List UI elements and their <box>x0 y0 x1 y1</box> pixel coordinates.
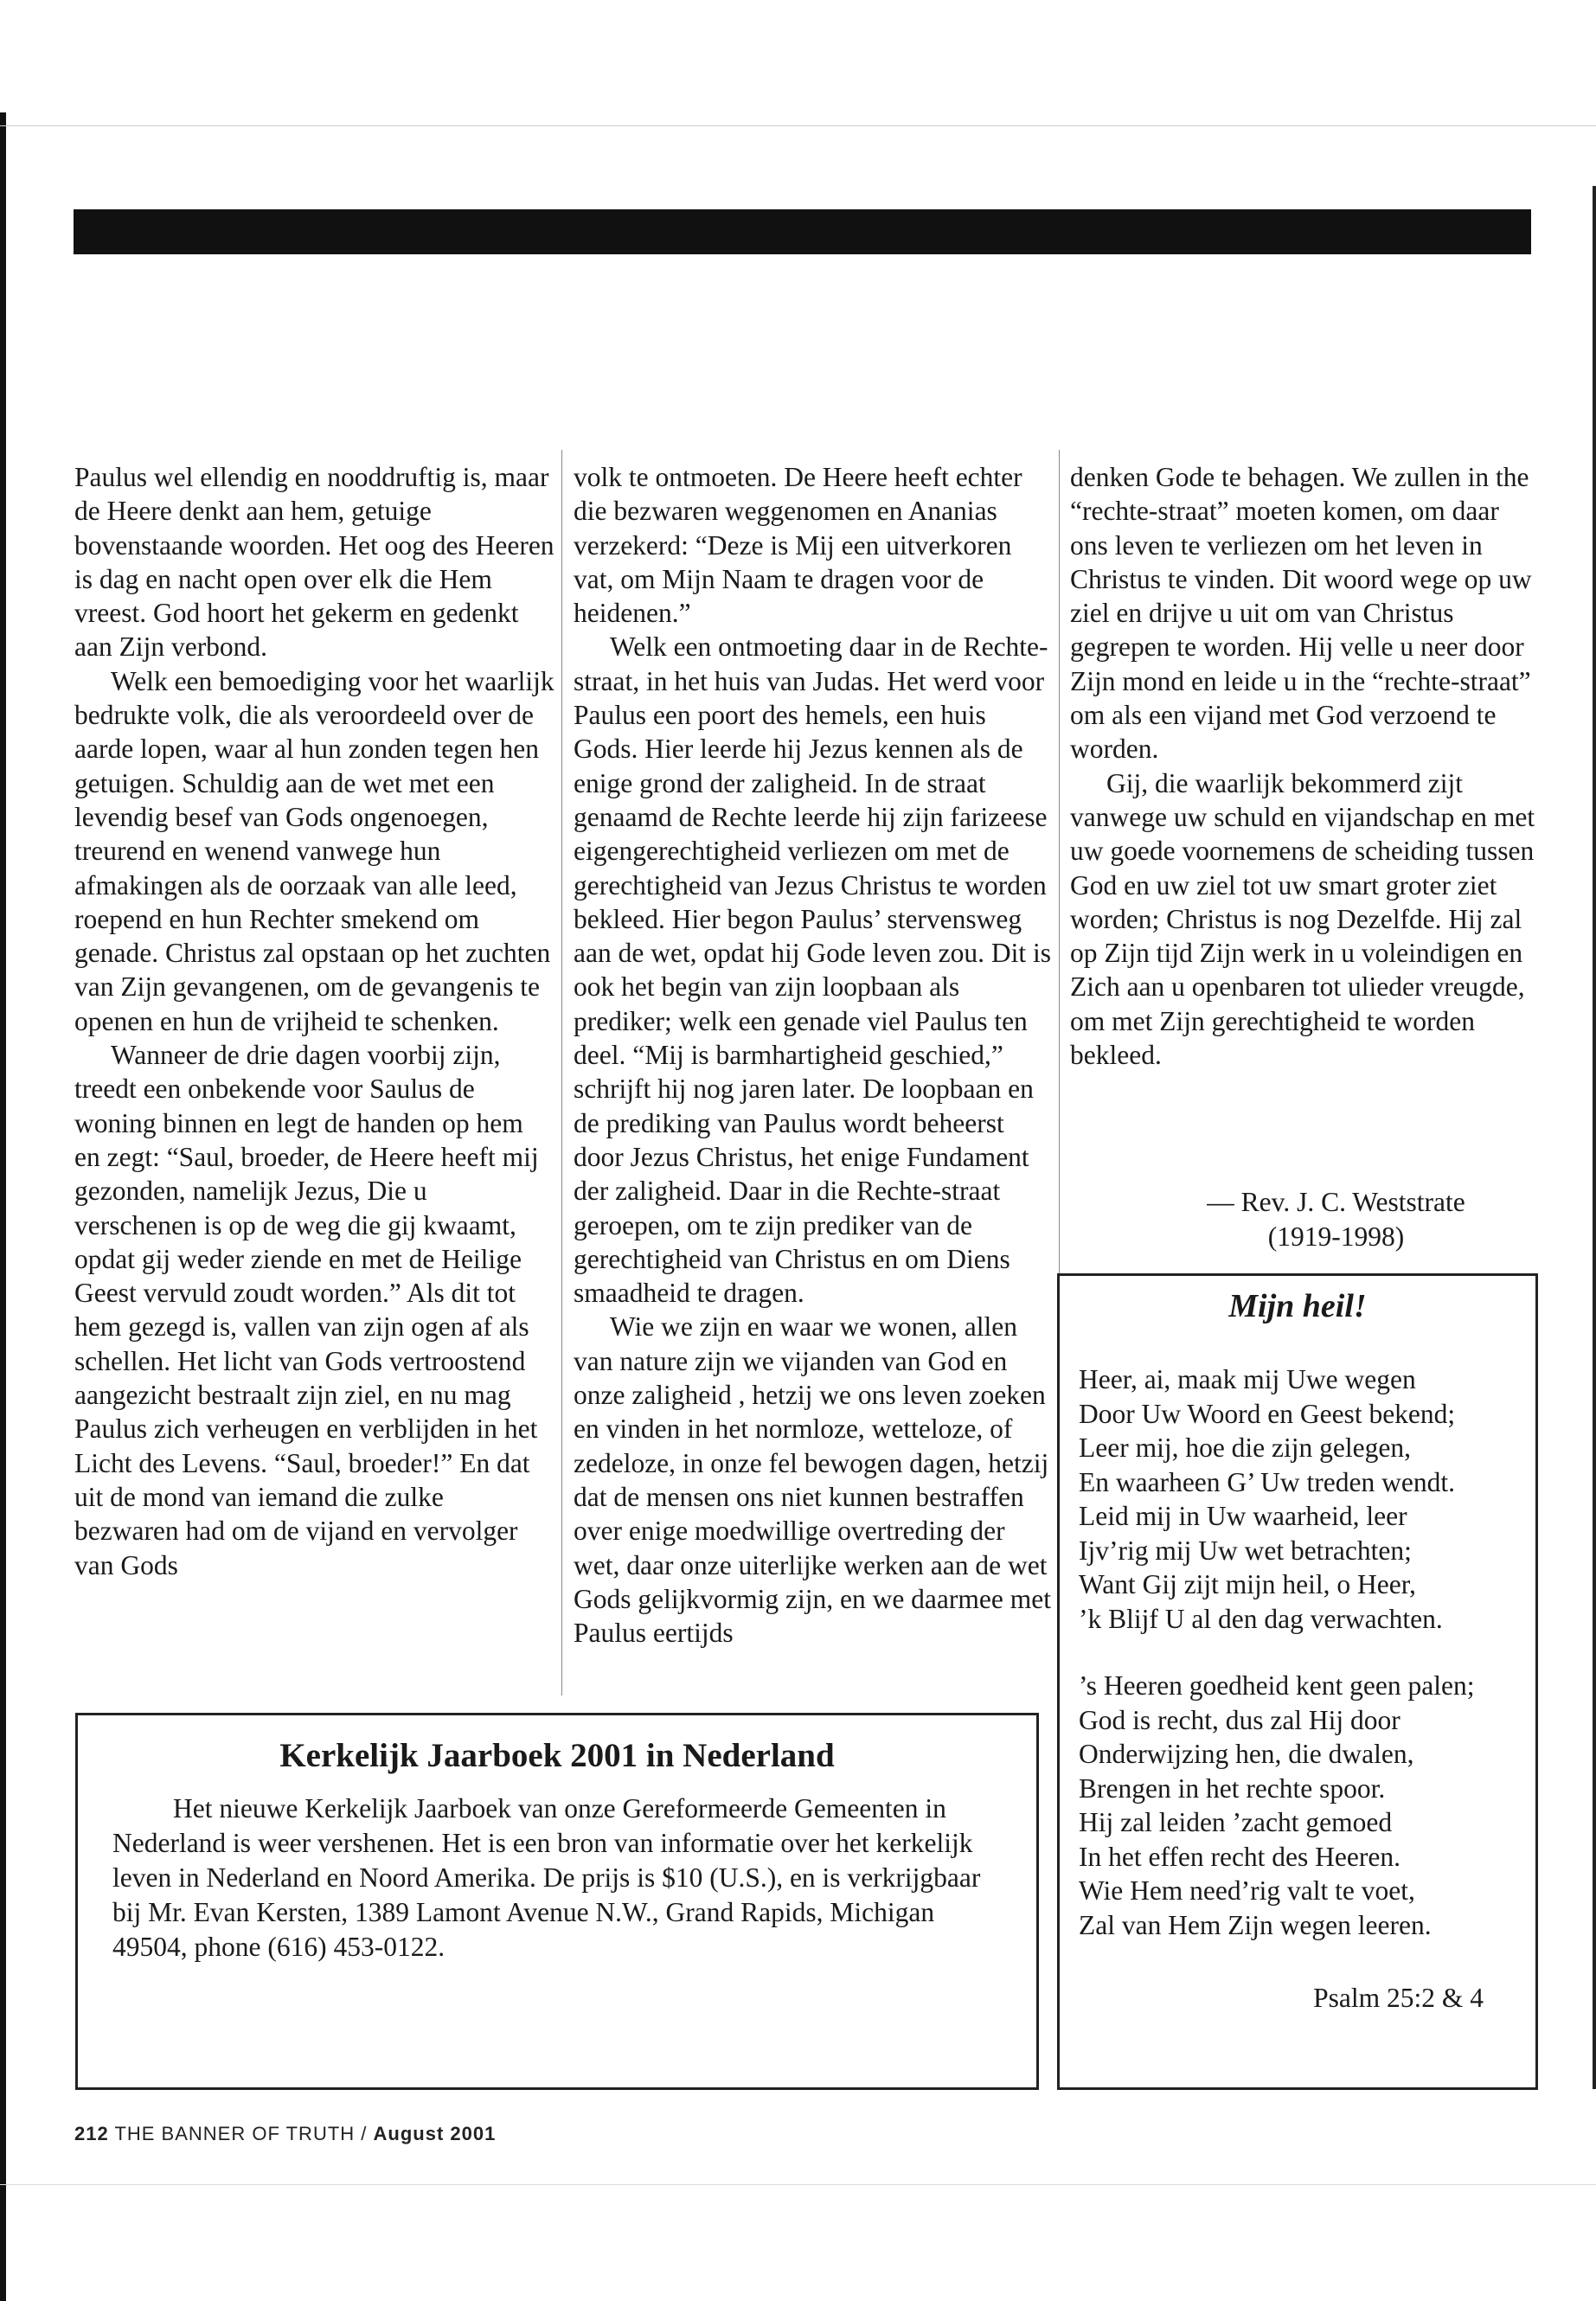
paragraph: Welk een ontmoeting daar in de Rechte-straat, in het huis van Judas. Het werd voor Paulus een poort des hemels, een huis Gods. Hier leerde hij Jezus kennen als de enige grond der zaligheid. In de straat genaamd de Rechte leerde hij zijn farizeese eigengerechtigheid verliezen om met de gerechtigheid van Jezus Christus te worden bekleed. Hier begon Paulus’ stervensweg aan de wet, opdat hij Gode leven zou. Dit is ook het begin van zijn loopbaan als prediker; welk een genade viel Paulus ten deel. “Mij is barmhartigheid geschied,” schrijft hij nog jaren later. De loopbaan en de prediking van Paulus wordt beheerst door Jezus Christus, het enige Fundament der zaligheid. Daar in die Rechte-straat geroepen, om te zijn prediker van de gerechtigheid van Christus en om Diens smaadheid te dragen. <box>574 631 1051 1309</box>
poem-line: ’k Blijf U al den dag verwachten. <box>1079 1603 1443 1634</box>
paragraph: Gij, die waarlijk bekommerd zijt vanwege uw schuld en vijandschap en met uw goede voornemens de scheiding tussen God en uw ziel tot uw smart groter ziet worden; Christus is nog Dezelfde. Hij zal op Zijn tijd Zijn werk in u voleindigen en Zich aan u openbaren tot ulieder vreugde, om met Zijn gerechtigheid te worden bekleed. <box>1070 767 1535 1071</box>
poem-line: Brengen in het rechte spoor. <box>1079 1772 1386 1804</box>
top-rule <box>0 125 1596 126</box>
poem-line: Want Gij zijt mijn heil, o Heer, <box>1079 1569 1416 1599</box>
paragraph: Paulus wel ellendig en nooddruftig is, maar de Heere denkt aan hem, getuige bovenstaande woorden. Het oog des Heeren is dag en nacht open over elk die Hem vreest. God hoort het gekerm en gedenkt aan Zijn verbond. <box>74 462 554 663</box>
page-number: 212 <box>74 2123 109 2144</box>
publication-name: THE BANNER OF TRUTH <box>114 2123 356 2144</box>
poem-line: Wie Hem need’rig valt te voet, <box>1079 1875 1415 1906</box>
page-footer <box>74 2123 496 2145</box>
poem-line: Hij zal leiden ’zacht gemoed <box>1079 1807 1393 1837</box>
paragraph: denken Gode te behagen. We zullen in the “rechte-straat” moeten komen, om daar ons leven te verliezen om het leven in Christus te vinden. Dit woord wege op uw ziel en drijve u uit om van Christus gegrepen te worden. Hij velle u neer door Zijn mond en leide u in the “rechte-straat” om als een vijand met God verzoend te worden. <box>1070 462 1532 765</box>
author-signature: — Rev. J. C. Weststrate <box>1207 1187 1465 1217</box>
poem-line: In het effen recht des Heeren. <box>1079 1841 1401 1872</box>
scan-right-edge <box>1593 186 1596 2089</box>
stanza-gap <box>1079 1636 1520 1669</box>
paragraph: Wie we zijn en waar we wonen, allen van nature zijn we vijanden van God en onze zaligheid , hetzij we ons leven zoeken en vinden in het normloze, wetteloze, of zedeloze, in onze fel bewogen dagen, hetzij dat de mensen ons niet kunnen bestraffen over enige moedwillige overtreding der wet, daar onze uiterlijke werken aan de wet Gods gelijkvormig zijn, en we daarmee met Paulus eertijds <box>574 1311 1051 1649</box>
author-years: (1919-1998) <box>1267 1221 1405 1252</box>
paragraph: volk te ontmoeten. De Heere heeft echter die bezwaren weggenomen en Ananias verzekerd: “Deze is Mij een uitverkoren vat, om Mijn Naam te dragen voor de heidenen.” <box>574 462 1022 629</box>
column-2 <box>574 460 1054 1650</box>
poem-line: Zal van Hem Zijn wegen leeren. <box>1079 1909 1432 1940</box>
column-divider <box>561 450 562 1695</box>
bottom-rule <box>0 2184 1596 2185</box>
notice-body <box>112 1791 1012 1965</box>
poem-lines <box>1079 1362 1520 1942</box>
scan-left-edge <box>0 112 6 2301</box>
issue-date: August 2001 <box>373 2123 497 2144</box>
poem-box <box>1057 1273 1538 2090</box>
paragraph: Wanneer de drie dagen voorbij zijn, treedt een onbekende voor Saulus de woning binnen en legt de handen op hem en zegt: “Saul, broeder, de Heere heeft mij gezonden, namelijk Jezus, Die u verschenen is op de weg die gij kwaamt, opdat gij weder ziende en met de Heilige Geest vervuld zoudt worden.” Als dit tot hem gezegd is, vallen van zijn ogen af als schellen. Het licht van Gods vertroostend aangezicht bestraalt zijn ziel, en nu mag Paulus zich verheugen en verblijden in het Licht des Levens. “Saul, broeder!” En dat uit de mond van iemand die zulke bezwaren had om de vijand en vervolger van Gods <box>74 1040 539 1580</box>
notice-text: Het nieuwe Kerkelijk Jaarboek van onze Gereformeerde Gemeenten in Nederland is weer vershenen. Het is een bron van informatie over het kerkelijk leven in Nederland en Noord Amerika. De prijs is $10 (U.S.), en is verkrijgbaar bij Mr. Evan Kersten, 1389 Lamont Avenue N.W., Grand Rapids, Michigan 49504, phone (616) 453-0122. <box>112 1793 981 1962</box>
poem-line: God is recht, dus zal Hij door <box>1079 1704 1401 1735</box>
poem-line: Onderwijzing hen, die dwalen, <box>1079 1739 1414 1769</box>
notice-box <box>75 1713 1039 2090</box>
poem-line: ’s Heeren goedheid kent geen palen; <box>1079 1670 1475 1701</box>
poem-line: En waarheen G’ Uw treden wendt. <box>1079 1466 1455 1497</box>
column-3 <box>1070 460 1542 1072</box>
header-banner <box>74 209 1531 254</box>
paragraph: Welk een bemoediging voor het waarlijk bedrukte volk, die als veroordeeld over de aarde lopen, waar al hun zonden tegen hen getuigen. Schuldig aan de wet met een levendig besef van Gods ongenoegen, treurend en wenend vanwege hun afmakingen als de oorzaak van alle leed, roepend en hun Rechter smekend om genade. Christus zal opstaan op het zuchten van Zijn gevangenen, om de gevangenis te openen en hun de vrijheid te schenken. <box>74 665 554 1036</box>
poem-line: Heer, ai, maak mij Uwe wegen <box>1079 1364 1416 1394</box>
poem-title: Mijn heil! <box>1228 1288 1367 1324</box>
column-1 <box>74 460 554 1582</box>
column-divider <box>1059 450 1060 1306</box>
poem-line: Leer mij, hoe die zijn gelegen, <box>1079 1433 1411 1463</box>
footer-separator: / <box>361 2123 368 2144</box>
poem-line: Ijv’rig mij Uw wet betrachten; <box>1079 1535 1412 1566</box>
notice-title: Kerkelijk Jaarboek 2001 in Nederland <box>279 1737 835 1774</box>
poem-reference: Psalm 25:2 & 4 <box>1313 1983 1484 2013</box>
poem-line: Leid mij in Uw waarheid, leer <box>1079 1501 1407 1531</box>
poem-line: Door Uw Woord en Geest bekend; <box>1079 1398 1456 1429</box>
